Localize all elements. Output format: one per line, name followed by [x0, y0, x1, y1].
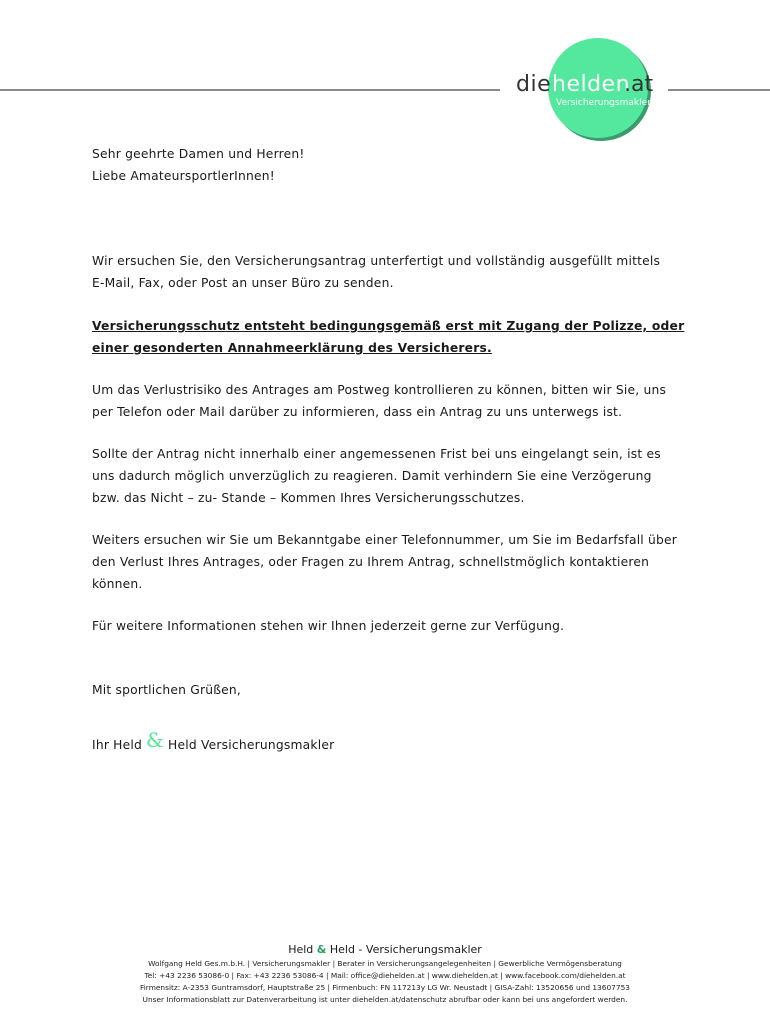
paragraph-6: Für weitere Informationen stehen wir Ihnen jederzeit gerne zur Verfügung.	[92, 619, 565, 633]
footer-line-2: Tel: +43 2236 53086-0 | Fax: +43 2236 53086-4 | Mail: office@diehelden.at | www.diehelden.at | www.facebook.com/diehelden.at	[144, 971, 626, 980]
paragraph-2-line-1: Versicherungsschutz entsteht bedingungsgemäß erst mit Zugang der Polizze, oder	[92, 319, 685, 333]
paragraph-5-line-1: Weiters ersuchen wir Sie um Bekanntgabe einer Telefonnummer, um Sie im Bedarfsfall über	[92, 533, 678, 547]
paragraph-4-line-1: Sollte der Antrag nicht innerhalb einer angemessenen Frist bei uns eingelangt sein, ist es	[92, 447, 661, 461]
paragraph-4-line-3: bzw. das Nicht – zu- Stande – Kommen Ihres Versicherungsschutzes.	[92, 491, 525, 505]
logo-text-die: die	[516, 72, 552, 97]
footer-line-3: Firmensitz: A-2353 Guntramsdorf, Hauptstraße 25 | Firmenbuch: FN 117213y LG Wr. Neustadt | GISA-Zahl: 13520656 und 13607753	[140, 983, 630, 992]
signature-post: Held Versicherungsmakler	[168, 738, 335, 752]
ampersand-mark: &	[146, 728, 165, 752]
footer-ampersand: &	[316, 943, 327, 956]
header-rule-right	[668, 89, 770, 91]
signature-pre: Ihr Held	[92, 738, 143, 752]
footer-line-4: Unser Informationsblatt zur Datenverarbeitung ist unter diehelden.at/datenschutz abrufbar oder kann bei uns angefordert werden.	[142, 995, 628, 1004]
footer-title	[0, 943, 770, 956]
paragraph-2-line-2: einer gesonderten Annahmeerklärung des Versicherers.	[92, 341, 492, 355]
paragraph-3-line-1: Um das Verlustrisiko des Antrages am Postweg kontrollieren zu können, bitten wir Sie, uns	[92, 383, 667, 397]
footer-details	[0, 958, 770, 1006]
paragraph-4-line-2: uns dadurch möglich unverzüglich zu reagieren. Damit verhindern Sie eine Verzögerung	[92, 469, 652, 483]
header-rule-left	[0, 89, 500, 91]
signature-line	[92, 728, 335, 756]
greeting-line-1: Sehr geehrte Damen und Herren!	[92, 147, 305, 161]
closing-line: Mit sportlichen Grüßen,	[92, 683, 242, 697]
greeting-line-2: Liebe AmateursportlerInnen!	[92, 169, 275, 183]
paragraph-1-line-1: Wir ersuchen Sie, den Versicherungsantrag unterfertigt und vollständig ausgefüllt mittels	[92, 254, 661, 268]
logo-text-helden: helden	[552, 72, 631, 97]
paragraph-5-line-3: können.	[92, 577, 143, 591]
footer-title-pre: Held	[288, 943, 314, 956]
paragraph-3-line-2: per Telefon oder Mail darüber zu informieren, dass ein Antrag zu uns unterwegs ist.	[92, 405, 623, 419]
logo-subtitle: Versicherungsmakler	[556, 98, 651, 108]
paragraph-5-line-2: den Verlust Ihres Antrages, oder Fragen zu Ihrem Antrag, schnellstmöglich kontaktieren	[92, 555, 650, 569]
company-logo	[508, 38, 668, 138]
logo-text-at: .at	[624, 72, 654, 97]
paragraph-1-line-2: E-Mail, Fax, oder Post an unser Büro zu senden.	[92, 276, 394, 290]
footer-line-1: Wolfgang Held Ges.m.b.H. | Versicherungsmakler | Berater in Versicherungsangelegenheiten | Gewerbliche Vermögensberatung	[148, 959, 622, 968]
footer-title-post: Held - Versicherungsmakler	[329, 943, 482, 956]
